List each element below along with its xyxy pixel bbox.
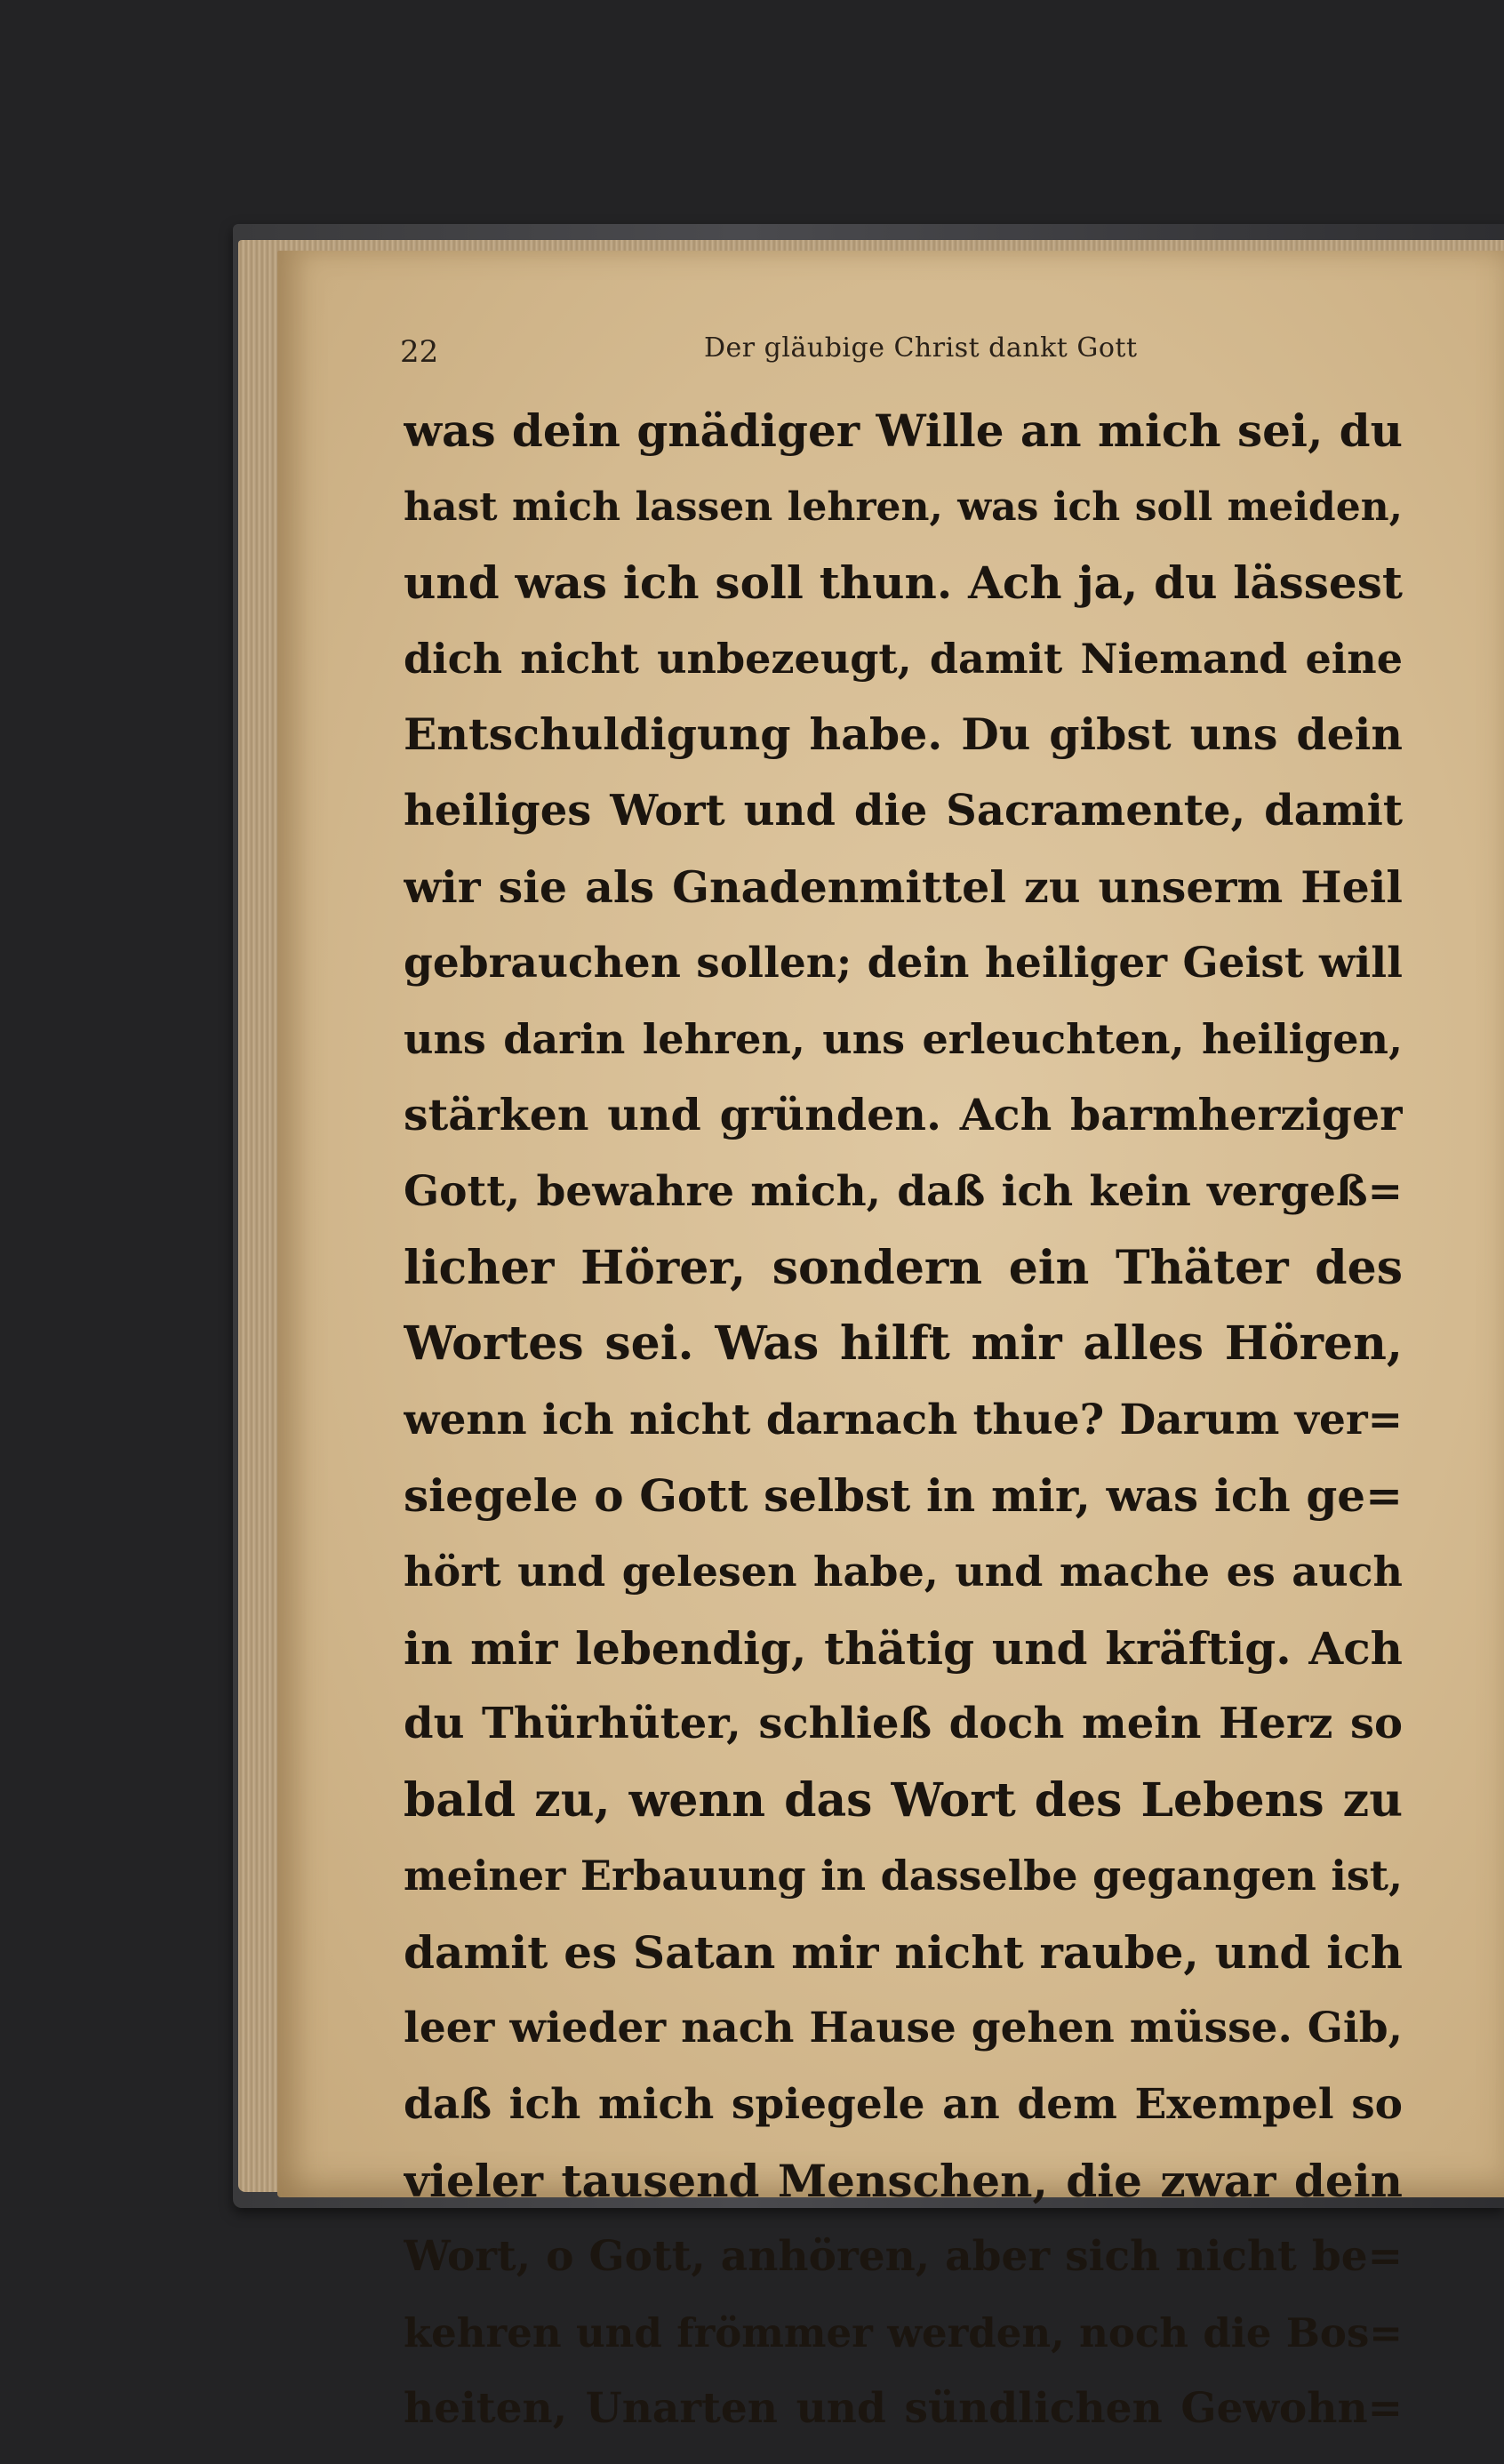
- text-line: heiten, Unarten und sündlichen Gewohn=: [404, 2384, 1403, 2434]
- text-line: heiliges Wort und die Sacramente, damit: [404, 785, 1403, 836]
- text-line: daß ich mich spiegele an dem Exempel so: [404, 2080, 1403, 2130]
- book-page: [277, 251, 1504, 2434]
- text-line: hast mich lassen lehren, was ich soll meiden,: [404, 484, 1403, 530]
- text-line: und was ich soll thun. Ach ja, du lässest: [404, 556, 1403, 610]
- text-line: wir sie als Gnadenmittel zu unserm Heil: [404, 860, 1403, 913]
- text-line: vieler tausend Menschen, die zwar dein: [404, 2154, 1403, 2207]
- text-line: Wort, o Gott, anhören, aber sich nicht be=: [404, 2232, 1403, 2282]
- text-line: dich nicht unbezeugt, damit Niemand eine: [404, 634, 1403, 683]
- running-title: Der gläubige Christ dankt Gott: [704, 332, 1138, 364]
- text-line: Wortes sei. Was hilft mir alles Hören,: [404, 1316, 1403, 1372]
- text-line: hört und gelesen habe, und mache es auch: [404, 1547, 1403, 1596]
- text-line: wenn ich nicht darnach thue? Darum ver=: [404, 1395, 1403, 1444]
- text-line: leer wieder nach Hause gehen müsse. Gib,: [404, 2004, 1403, 2053]
- text-line: uns darin lehren, uns erleuchten, heiligen,: [404, 1014, 1403, 1063]
- text-line: stärken und gründen. Ach barmherziger: [404, 1089, 1403, 1141]
- text-line: damit es Satan mir nicht raube, und ich: [404, 1925, 1403, 1979]
- text-line: in mir lebendig, thätig und kräftig. Ach: [404, 1621, 1403, 1675]
- body-text: [404, 393, 1403, 2447]
- running-head: [277, 251, 1504, 370]
- text-line: was dein gnädiger Wille an mich sei, du: [404, 404, 1403, 457]
- text-line: licher Hörer, sondern ein Thäter des: [404, 1240, 1403, 1295]
- text-line: meiner Erbauung in dasselbe gegangen ist,: [404, 1852, 1403, 1900]
- text-line: siegele o Gott selbst in mir, was ich ge=: [404, 1469, 1403, 1523]
- text-line: Entschuldigung habe. Du gibst uns dein: [404, 708, 1403, 761]
- text-line: kehren und frömmer werden, noch die Bos=: [404, 2308, 1403, 2356]
- text-line: bald zu, wenn das Wort des Lebens zu: [404, 1772, 1403, 1828]
- text-line: gebrauchen sollen; dein heiliger Geist will: [404, 939, 1403, 988]
- text-line: du Thürhüter, schließ doch mein Herz so: [404, 1699, 1403, 1749]
- page-number: 22: [400, 334, 439, 370]
- text-line: Gott, bewahre mich, daß ich kein vergeß=: [404, 1166, 1403, 1216]
